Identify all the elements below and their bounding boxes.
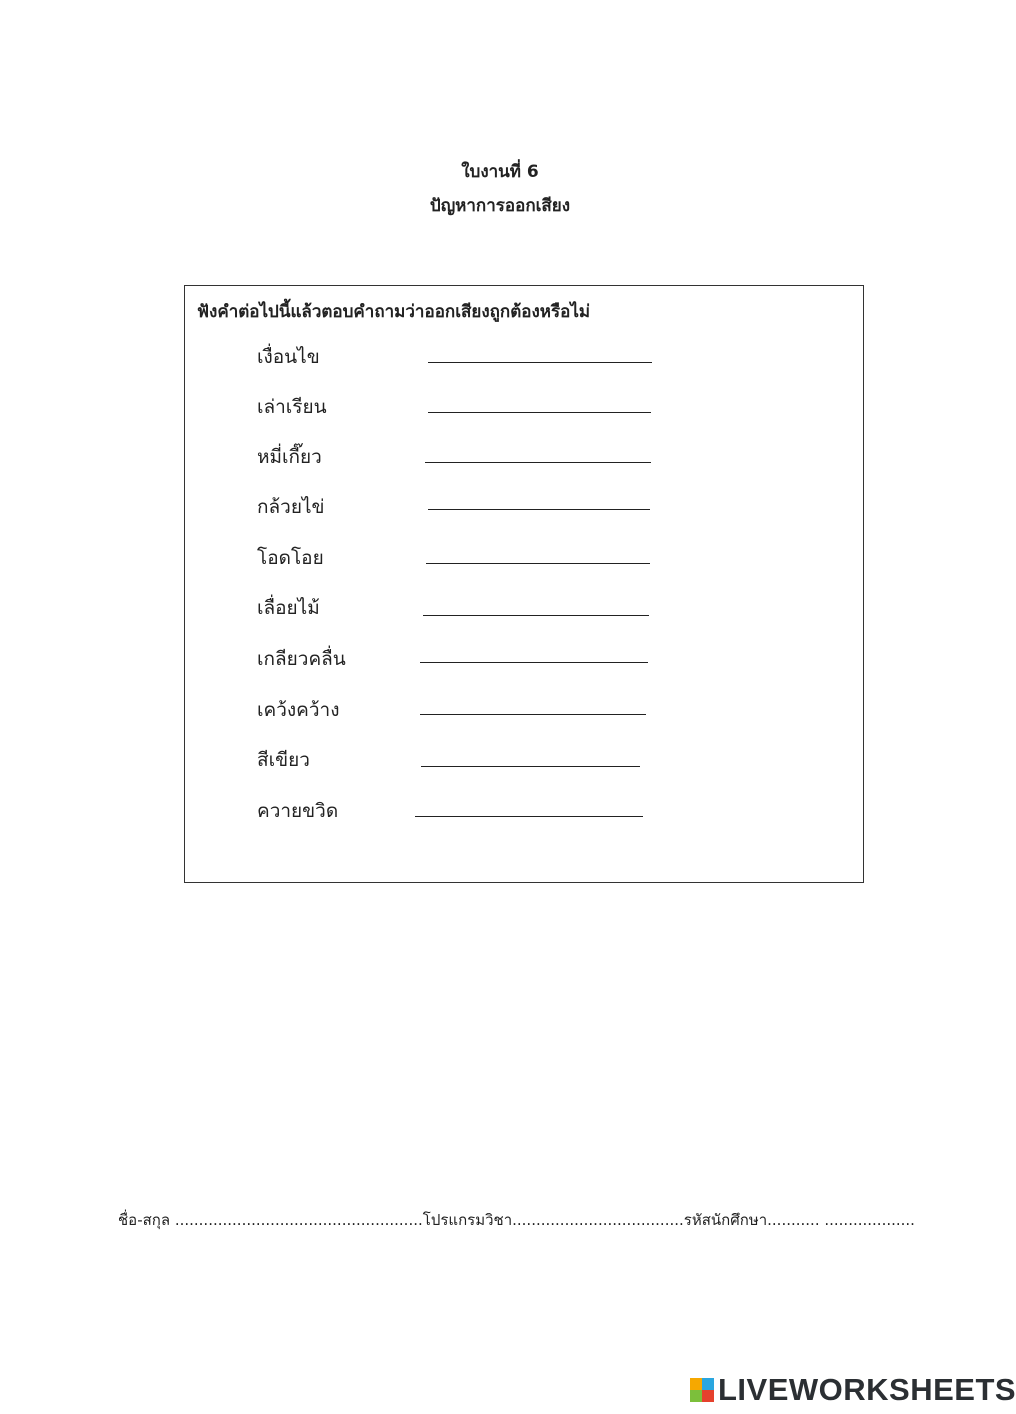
answer-blank[interactable] [420,714,646,715]
exercise-box [184,285,864,883]
program-label: โปรแกรมวิชา [422,1211,513,1229]
liveworksheets-logo-icon [690,1378,714,1402]
word-item: เกลียวคลื่น [257,648,346,670]
student-info-line [118,1208,915,1232]
word-item: หมี่เกี๊ยว [257,446,322,468]
answer-blank[interactable] [423,615,649,616]
name-label: ชื่อ-สกุล [118,1211,171,1229]
answer-blank[interactable] [421,766,640,767]
student-id-field[interactable]: ........... ................... [767,1211,915,1229]
worksheet-subtitle: ปัญหาการออกเสียง [429,196,571,216]
answer-blank[interactable] [428,362,652,363]
answer-blank[interactable] [420,662,648,663]
answer-blank[interactable] [425,462,651,463]
word-item: เงื่อนไข [257,346,320,368]
student-id-label: รหัสนักศึกษา [683,1211,768,1229]
answer-blank[interactable] [426,563,650,564]
name-field[interactable]: .................................................... [174,1211,423,1229]
worksheet-title: ใบงานที่ 6 [461,162,539,182]
word-item: ควายขวิด [257,800,339,822]
word-item: สีเขียว [257,749,310,771]
word-item: โอดโอย [257,547,324,569]
word-item: เล่าเรียน [257,396,327,418]
answer-blank[interactable] [428,509,650,510]
answer-blank[interactable] [415,816,643,817]
answer-blank[interactable] [428,412,651,413]
word-item: เคว้งคว้าง [257,699,340,721]
exercise-instruction: ฟังคำต่อไปนี้แล้วตอบคำถามว่าออกเสียงถูกต้องหรือไม่ [197,302,591,322]
brand-name: LIVEWORKSHEETS [718,1372,1016,1407]
word-item: กล้วยไข่ [257,496,325,518]
word-item: เลื่อยไม้ [257,597,320,619]
liveworksheets-brand [690,1372,1016,1408]
program-field[interactable]: .................................... [512,1211,684,1229]
